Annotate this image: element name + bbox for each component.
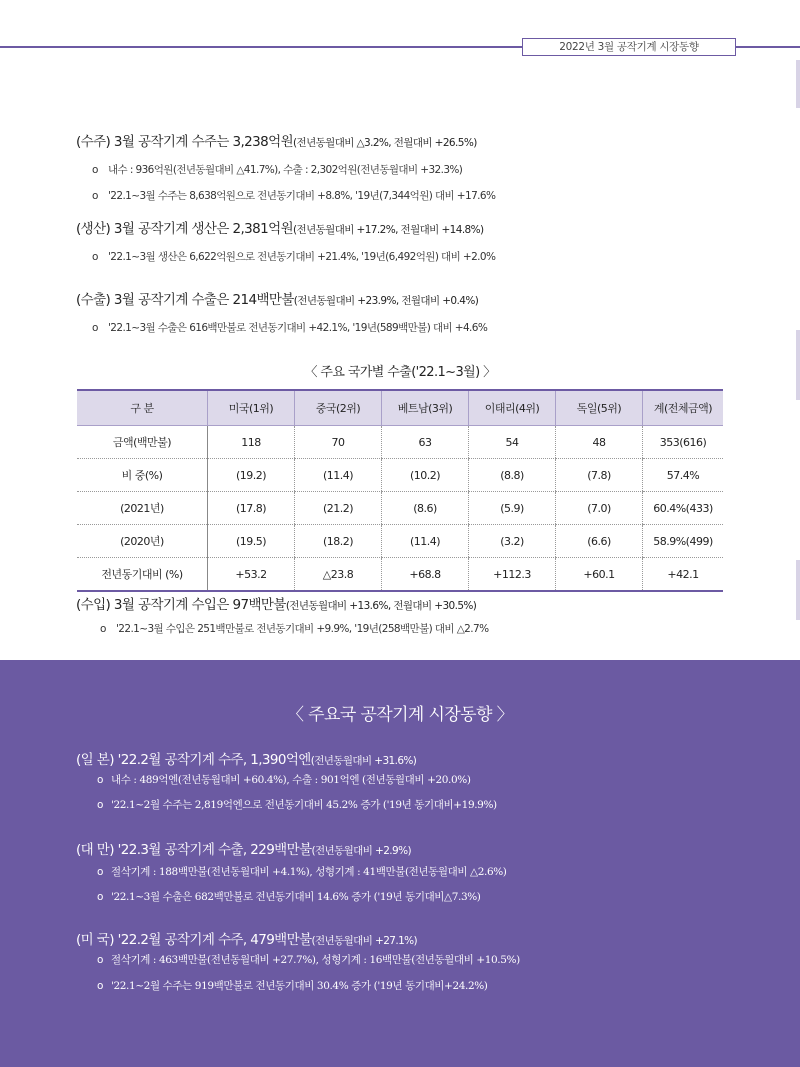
list-item: o 절삭기계 : 463백만불(전년동월대비 +27.7%), 성형기계 : 16백만불(전년동월대비 +10.5%)	[97, 954, 520, 966]
import-section	[76, 593, 476, 613]
table-row	[77, 426, 723, 459]
table-header: 계(전체금액)	[643, 390, 724, 426]
japan-section	[76, 748, 416, 768]
list-item: o 내수 : 936억원(전년동월대비 △41.7%), 수출 : 2,302억원(전년동월대비 +32.3%)	[92, 164, 463, 176]
import-note: (전년동월대비 +13.6%, 전월대비 +30.5%)	[285, 600, 477, 612]
table-cell: (10.2)	[382, 459, 469, 492]
table-cell: (6.6)	[556, 525, 643, 558]
taiwan-note: (전년동월대비 +2.9%)	[311, 845, 411, 857]
table-cell: 353(616)	[643, 426, 724, 459]
list-item: o '22.1~3월 수출은 616백만불로 전년동기대비 +42.1%, '19년(589백만불) 대비 +4.6%	[92, 322, 488, 334]
production-note: (전년동월대비 +17.2%, 전월대비 +14.8%)	[293, 224, 484, 236]
table-cell: (3.2)	[469, 525, 556, 558]
list-item: o '22.1~3월 생산은 6,622억원으로 전년동기대비 +21.4%, '19년(6,492억원) 대비 +2.0%	[92, 251, 496, 263]
table-cell: 금액(백만불)	[77, 426, 208, 459]
table-cell: (11.4)	[295, 459, 382, 492]
table-header: 미국(1위)	[208, 390, 295, 426]
table-cell: (18.2)	[295, 525, 382, 558]
production-section	[76, 217, 484, 237]
table-cell: 비 중(%)	[77, 459, 208, 492]
table-cell: +68.8	[382, 558, 469, 592]
japan-title: (일 본) '22.2월 공작기계 수주, 1,390억엔	[76, 752, 311, 768]
table-cell: 54	[469, 426, 556, 459]
order-title: (수주) 3월 공작기계 수주는 3,238억원	[76, 134, 294, 150]
table-cell: 58.9%(499)	[643, 525, 724, 558]
table-cell: +53.2	[208, 558, 295, 592]
table-cell: (19.5)	[208, 525, 295, 558]
table-cell: +112.3	[469, 558, 556, 592]
trends-title: 〈 주요국 공작기계 시장동향 〉	[286, 705, 514, 725]
table-row	[77, 492, 723, 525]
table-header: 이태리(4위)	[469, 390, 556, 426]
table-cell: 전년동기대비 (%)	[77, 558, 208, 592]
list-item: o '22.1~3월 수입은 251백만불로 전년동기대비 +9.9%, '19년(258백만불) 대비 △2.7%	[100, 623, 489, 635]
table-cell: △23.8	[295, 558, 382, 592]
table-cell: (11.4)	[382, 525, 469, 558]
table-header: 독일(5위)	[556, 390, 643, 426]
list-item: o '22.1~3월 수주는 8,638억원으로 전년동기대비 +8.8%, '19년(7,344억원) 대비 +17.6%	[92, 190, 496, 202]
page-edge-mark	[796, 60, 800, 108]
table-cell: (5.9)	[469, 492, 556, 525]
table-cell: +42.1	[643, 558, 724, 592]
table-caption: 〈 주요 국가별 수출('22.1~3월) 〉	[304, 365, 496, 380]
export-title: (수출) 3월 공작기계 수출은 214백만불	[76, 292, 294, 308]
table-cell: 118	[208, 426, 295, 459]
japan-note: (전년동월대비 +31.6%)	[310, 755, 417, 767]
production-title: (생산) 3월 공작기계 생산은 2,381억원	[76, 221, 294, 237]
table-cell: 63	[382, 426, 469, 459]
list-item: o '22.1~3월 수출은 682백만불로 전년동기대비 14.6% 증가 ('19년 동기대비△7.3%)	[97, 891, 481, 903]
import-title: (수입) 3월 공작기계 수입은 97백만불	[76, 597, 286, 613]
table-header: 베트남(3위)	[382, 390, 469, 426]
table-row	[77, 459, 723, 492]
table-cell: (21.2)	[295, 492, 382, 525]
export-section	[76, 288, 478, 308]
table-header: 구 분	[77, 390, 208, 426]
list-item: o 절삭기계 : 188백만불(전년동월대비 +4.1%), 성형기계 : 41백만불(전년동월대비 △2.6%)	[97, 866, 507, 878]
export-note: (전년동월대비 +23.9%, 전월대비 +0.4%)	[293, 295, 479, 307]
table-cell: (19.2)	[208, 459, 295, 492]
table-cell: (2020년)	[77, 525, 208, 558]
taiwan-section	[76, 838, 411, 858]
table-cell: (2021년)	[77, 492, 208, 525]
list-item: o 내수 : 489억엔(전년동월대비 +60.4%), 수출 : 901억엔 (전년동월대비 +20.0%)	[97, 774, 471, 786]
order-section	[76, 130, 477, 150]
table-cell: (8.8)	[469, 459, 556, 492]
table-row	[77, 525, 723, 558]
table-cell: 48	[556, 426, 643, 459]
table-cell: 60.4%(433)	[643, 492, 724, 525]
running-header: 2022년 3월 공작기계 시장동향	[522, 38, 736, 56]
order-note: (전년동월대비 △3.2%, 전월대비 +26.5%)	[293, 137, 477, 149]
usa-title: (미 국) '22.2월 공작기계 수주, 479백만불	[76, 932, 312, 948]
table-cell: (17.8)	[208, 492, 295, 525]
usa-section	[76, 928, 417, 948]
table-row	[77, 558, 723, 592]
table-cell: (7.8)	[556, 459, 643, 492]
table-header-row	[77, 390, 723, 426]
table-cell: +60.1	[556, 558, 643, 592]
page-edge-mark	[796, 560, 800, 620]
taiwan-title: (대 만) '22.3월 공작기계 수출, 229백만불	[76, 842, 312, 858]
usa-note: (전년동월대비 +27.1%)	[311, 935, 418, 947]
list-item: o '22.1~2월 수주는 919백만불로 전년동기대비 30.4% 증가 ('19년 동기대비+24.2%)	[97, 980, 488, 992]
table-header: 중국(2위)	[295, 390, 382, 426]
table-cell: (7.0)	[556, 492, 643, 525]
table-cell: 70	[295, 426, 382, 459]
export-by-country-table	[77, 389, 723, 592]
table-cell: (8.6)	[382, 492, 469, 525]
list-item: o '22.1~2월 수주는 2,819억엔으로 전년동기대비 45.2% 증가 ('19년 동기대비+19.9%)	[97, 799, 497, 811]
table-cell: 57.4%	[643, 459, 724, 492]
